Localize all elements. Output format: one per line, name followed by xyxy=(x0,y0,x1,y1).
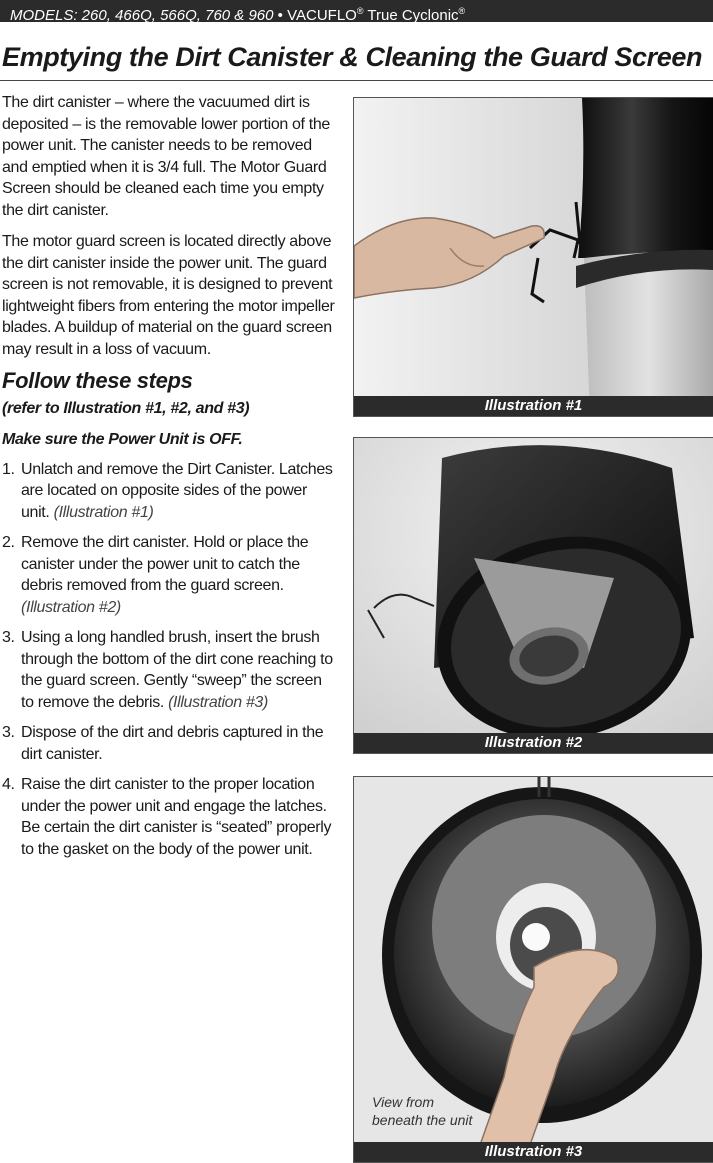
registered-mark: ® xyxy=(458,6,466,16)
step-item: 4. Raise the dirt canister to the proper location under the power unit and engage the latches. Be certain the dirt canister is “seated” properly to the gasket on the body of the power unit. xyxy=(2,776,332,858)
brand-name: VACUFLO® True Cyclonic® xyxy=(287,6,466,22)
intro-paragraph: The dirt canister – where the vacuumed dirt is deposited – is the removable lower portion of the power unit. The canister needs to be removed and emptied when it is 3/4 full. The Motor Guard Screen should be cleaned each time you empty the dirt canister. xyxy=(2,94,330,219)
unlatch-canister-image xyxy=(354,98,713,416)
steps-heading: Follow these steps xyxy=(2,368,193,393)
power-off-warning: Make sure the Power Unit is OFF. xyxy=(2,431,243,448)
registered-mark: ® xyxy=(356,6,364,16)
instructions-column xyxy=(2,92,338,869)
removed-canister-image xyxy=(354,438,713,753)
illustration-1-caption: Illustration #1 xyxy=(354,396,713,416)
view-note: View from beneath the unit xyxy=(372,1094,473,1128)
step-item: 2. Remove the dirt canister. Hold or place the canister under the power unit to catch the debris removed from the guard screen. (Illustration #2) xyxy=(2,534,309,616)
illustration-reference: (Illustration #3) xyxy=(168,693,268,711)
illustration-1-photo xyxy=(353,97,713,417)
steps-reference: (refer to Illustration #1, #2, and #3) xyxy=(2,399,250,417)
bullet-separator: • xyxy=(277,7,283,22)
page-title: Emptying the Dirt Canister & Cleaning the Guard Screen xyxy=(2,42,703,72)
title-divider xyxy=(0,80,713,81)
step-item: 3. Using a long handled brush, insert the brush through the bottom of the dirt cone reaching to the guard screen. Gently “sweep” the screen to remove the debris. (Illustration #3) xyxy=(2,629,333,711)
steps-list xyxy=(2,459,338,861)
illustration-reference: (Illustration #2) xyxy=(21,598,121,616)
step-item: 1. Unlatch and remove the Dirt Canister. Latches are located on opposite sides of the power unit. (Illustration #1) xyxy=(2,460,333,521)
step-item: 3. Dispose of the dirt and debris captured in the dirt canister. xyxy=(2,724,324,763)
intro-paragraph: The motor guard screen is located directly above the dirt canister inside the power unit. The guard screen is not removable, it is designed to prevent lightweight fibers from entering the motor impeller blades. A buildup of material on the guard screen may result in a loss of vacuum. xyxy=(2,233,335,358)
illustration-3-photo xyxy=(353,776,713,1163)
models-header-bar xyxy=(0,0,713,22)
illustration-2-photo xyxy=(353,437,713,754)
models-list: MODELS: 260, 466Q, 566Q, 760 & 960 xyxy=(10,7,274,22)
illustration-reference: (Illustration #1) xyxy=(53,503,154,521)
illustration-3-caption: Illustration #3 xyxy=(354,1142,713,1162)
illustration-2-caption: Illustration #2 xyxy=(354,733,713,753)
